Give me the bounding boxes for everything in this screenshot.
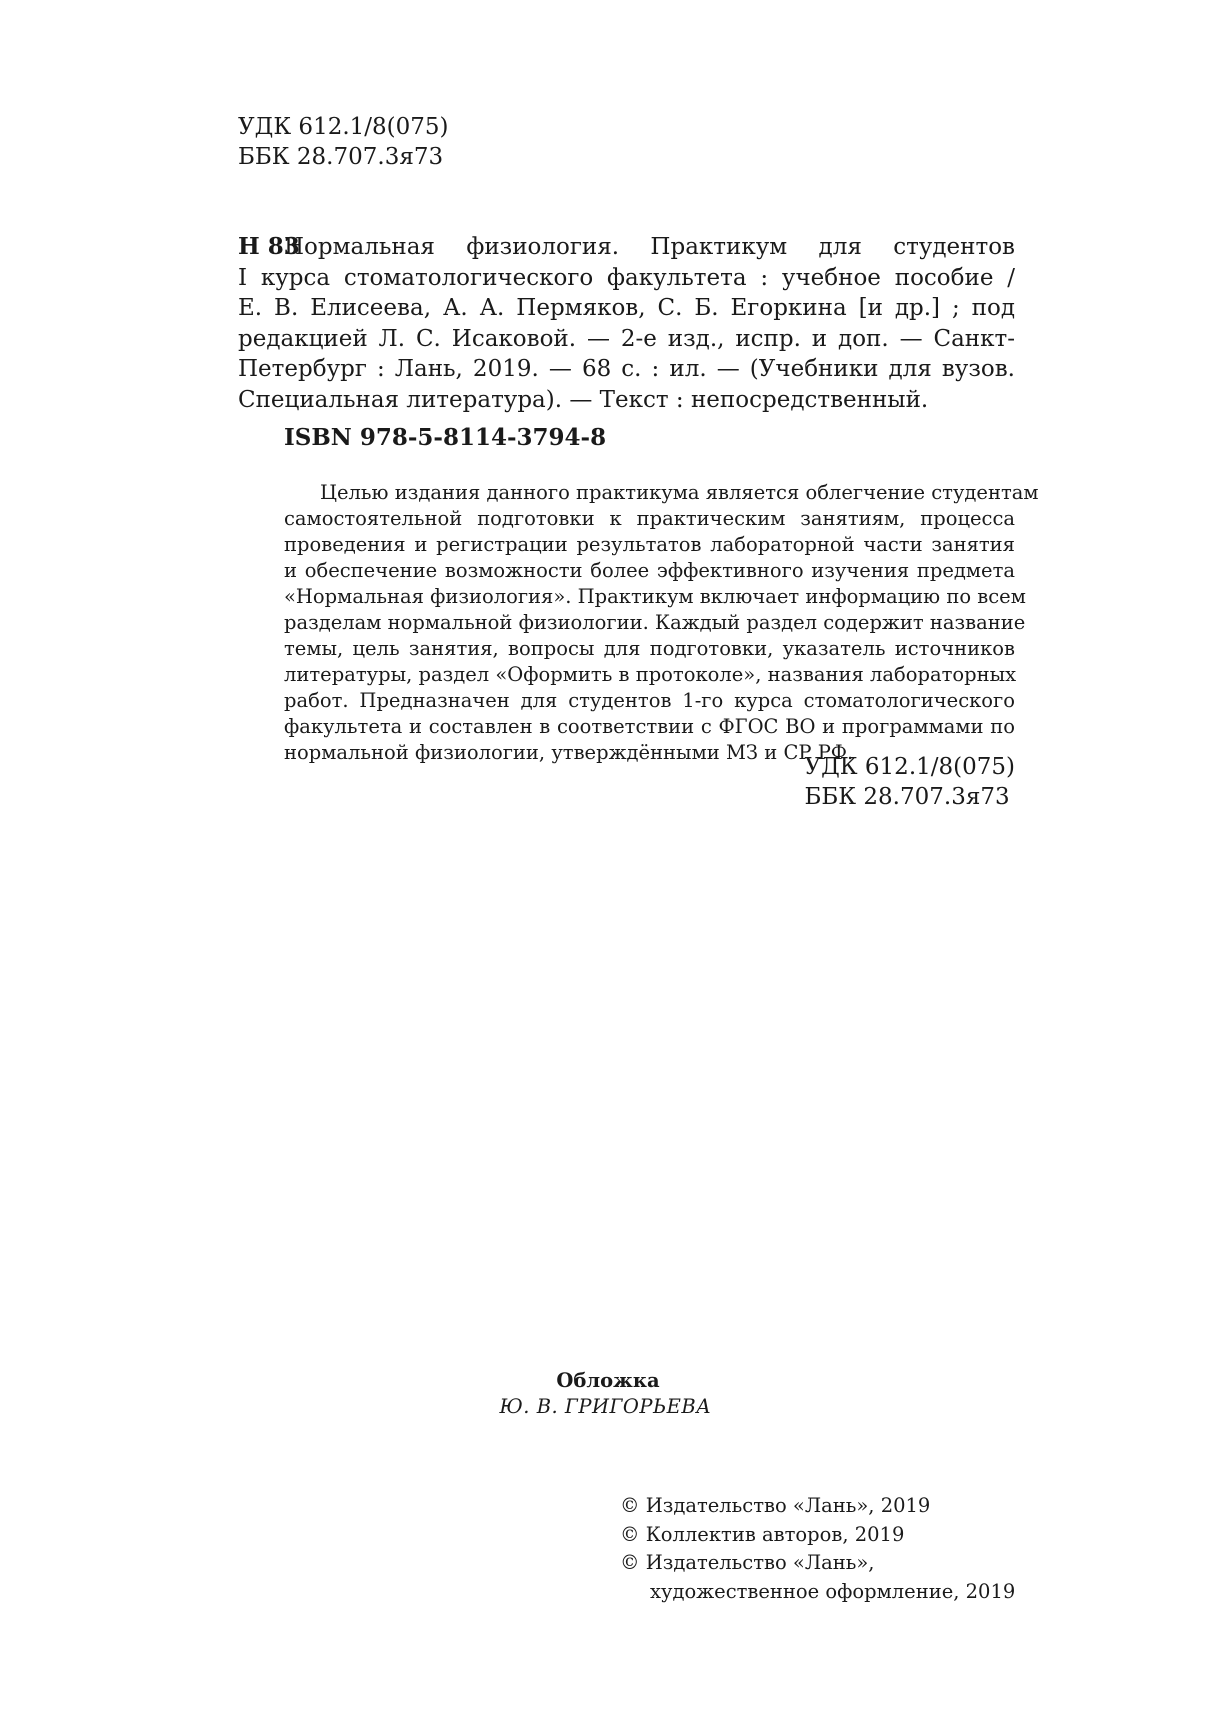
cover-designer: Ю. В. ГРИГОРЬЕВА [499, 1395, 712, 1418]
copyright-line: © Издательство «Лань», [620, 1551, 875, 1574]
annotation-line: темы, цель занятия, вопросы для подготовки, указатель источников [284, 637, 1015, 660]
entry-line: Специальная литература). — Текст : непосредственный. [238, 386, 929, 413]
copyright-line: © Коллектив авторов, 2019 [620, 1522, 905, 1546]
annotation-line: литературы, раздел «Оформить в протоколе», названия лабораторных [284, 663, 1017, 686]
annotation-line: Целью издания данного практикума является облегчение студентам [320, 481, 1039, 504]
udk-code: УДК 612.1/8(075) [804, 754, 1015, 780]
author-sign: Н 83 [238, 233, 300, 260]
entry-line: Е. В. Елисеева, А. А. Пермяков, С. Б. Егоркина [и др.] ; под [238, 295, 1015, 321]
annotation-line: проведения и регистрации результатов лабораторной части занятия [284, 533, 1015, 556]
entry-line: Нормальная физиология. Практикум для студентов [284, 234, 1015, 260]
entry-line: редакцией Л. С. Исаковой. — 2-е изд., испр. и доп. — Санкт- [238, 325, 1015, 352]
copyright-block [620, 1492, 1015, 1606]
entry-line: I курса стоматологического факультета : учебное пособие / [238, 264, 1015, 291]
annotation-line: и обеспечение возможности более эффективного изучения предмета [284, 559, 1015, 582]
udk-code: УДК 612.1/8(075) [238, 114, 449, 140]
bbk-code: ББК 28.707.3я73 [238, 144, 444, 170]
copyright-line: © Издательство «Лань», 2019 [620, 1494, 931, 1517]
annotation-line: нормальной физиологии, утверждёнными МЗ и СР РФ. [284, 741, 854, 764]
annotation-line: самостоятельной подготовки к практическим занятиям, процесса [284, 507, 1015, 530]
bibliographic-entry [238, 232, 1015, 415]
annotation-line: работ. Предназначен для студентов 1-го курса стоматологического [284, 689, 1015, 712]
cover-credit [0, 1368, 1211, 1420]
copyright-line: художественное оформление, 2019 [650, 1579, 1016, 1603]
cover-label: Обложка [556, 1369, 660, 1392]
bbk-code: ББК 28.707.3я73 [804, 784, 1010, 810]
udk-bbk-footer [804, 752, 1015, 812]
isbn: ISBN 978-5-8114-3794-8 [284, 424, 607, 451]
annotation-line: факультета и составлен в соответствии с ФГОС ВО и программами по [284, 715, 1015, 738]
udk-bbk-header [238, 112, 449, 172]
annotation-line: «Нормальная физиология». Практикум включает информацию по всем [284, 585, 1026, 608]
annotation-line: разделам нормальной физиологии. Каждый раздел содержит название [284, 611, 1026, 634]
entry-line: Петербург : Лань, 2019. — 68 с. : ил. — (Учебники для вузов. [238, 356, 1015, 382]
annotation [284, 480, 1039, 766]
